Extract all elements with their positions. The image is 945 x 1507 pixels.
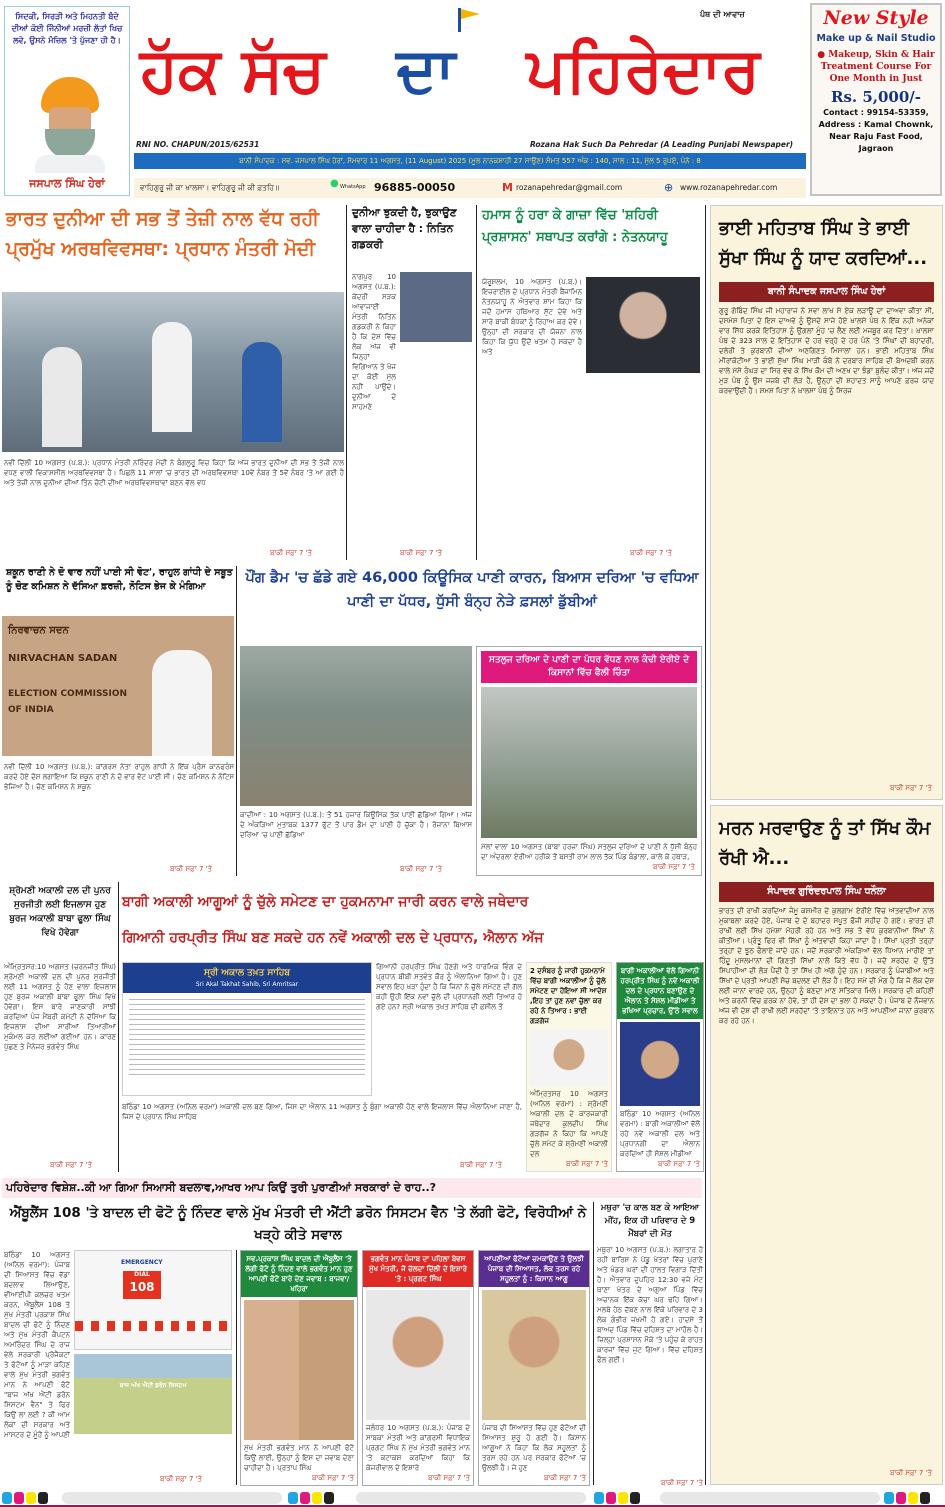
headline-social-media[interactable]: ਬਾਗੀ ਅਕਾਲੀਆਂ ਵੱਲੋਂ ਗਿਆਨੀ ਹਰਪ੍ਰੀਤ ਸਿੰਘ ਨੂੰ ਨਵੇਂ ਅਕਾਲੀ ਦਲ ਦੇ ਪ੍ਰਧਾਨ ਬਣਾਉਣ ਦੇ ਐਲਾਨ ਤੇ ਸੋਸ਼ਲ ਮੀਡੀਆ ਤੇ ਭਖਿਆ ਪ੍ਰਚਾਰ, ਉੱਠੇ ਸਵਾਲ	[617, 963, 703, 1019]
headline-ambulance[interactable]: ਐਂਬੂਲੈਂਸ 108 'ਤੇ ਬਾਦਲ ਦੀ ਫੋਟੋ ਨੂੰ ਨਿੰਦਣ ਵਾਲੇ ਮੁੱਖ ਮੰਤਰੀ ਦੀ ਐਂਟੀ ਡਰੋਨ ਸਿਸਟਮ ਵੈਨ 'ਤੇ ਲੱਗੀ ਫੋਟੋ, ਵਿਰੋਧੀਆਂ ਨੇ ਖੜ੍ਹੇ ਕੀਤੇ ਸਵਾਲ	[9, 1205, 587, 1243]
story-gadkari-body: ਨਾਗਪੁਰ 10 ਅਗਸਤ (ਪ.ਬ.): ਕੇਂਦਰੀ ਸੜਕ ਆਵਾਜਾਈ ਮੰਤਰੀ ਨਿਤਿਨ ਗਡਕਰੀ ਨੇ ਕਿਹਾ ਹੈ ਕਿ ਦੇਸ਼ ਵਿੱਚ ਲੋਕ ਅੱਜ ਵੀ ਜਿਨ੍ਹਾਂ ਵਿਗਿਆਨ ਤੇ ਖੋਜ ਦਾ ਕੋਈ ਮੁੱਲ ਨਹੀਂ ਪਾਉਂਦੇ। ਦੁਨੀਆ ਦੇ ਸਾਹਮਣੇ	[352, 273, 396, 411]
photo-modi-metro	[2, 292, 344, 452]
headline-bajwa[interactable]: ਸਵ.ਪ੍ਰਕਾਸ਼ ਸਿੰਘ ਬਾਦਲ ਦੀ ਐਂਬੂਲੈਂਸ 'ਤੇ ਲੱਗੀ ਫੋਟੋ ਨੂੰ ਨਿੰਦਣ ਵਾਲੇ ਭਗਵੰਤ ਮਾਨ ਹੁਣ ਆਪਣੀ ਫੋਟੋ ਬਾਰੇ ਦੇਣ ਜਵਾਬ : ਬਾਜਵਾ/ਖਹਿਰਾ	[241, 1251, 357, 1297]
founder-quote: ਸਿਦਕੀ, ਸਿਰੜੀ ਅਤੇ ਮਿਹਨਤੀ ਬੰਦੇ ਦੀਆਂ ਕੋਈ ਜਿੰਨੀਆਂ ਮਰਜ਼ੀ ਲੱਤਾਂ ਖਿਚ ਲਵੇ, ਉਸਨੇ ਮੰਜ਼ਿਲ 'ਤੇ ਪੁੱਜਣਾ ਹੀ ਹੈ।	[11, 12, 123, 45]
promo-green-box	[240, 1250, 358, 1486]
footer-bar	[62, 1492, 282, 1504]
tagline: ਪੰਥ ਦੀ ਆਵਾਜ਼	[700, 10, 745, 19]
ambulance-dial: DIAL	[134, 1271, 150, 1278]
doc-title: ਸ੍ਰੀ ਅਕਾਲ ਤਖ਼ਤ ਸਾਹਿਬ	[123, 963, 371, 981]
continued-link[interactable]: ਬਾਕੀ ਸਫ਼ਾ 7 'ਤੇ	[311, 1474, 354, 1482]
ad-course: ● Makeup, Skin & Hair Treatment Course For One Month in Just	[817, 50, 935, 84]
continued-link[interactable]: ਬਾਕੀ ਸਫ਼ਾ 7 'ਤੇ	[657, 1160, 700, 1168]
continued-link[interactable]: ਬਾਕੀ ਸਫ਼ਾ 7 'ਤੇ	[565, 1160, 608, 1168]
photo-anti-drone-van	[74, 1354, 232, 1434]
color-registration-marks	[594, 1492, 640, 1504]
masthead-part-2: ਦਾ	[396, 33, 456, 106]
headline-modi[interactable]: ਭਾਰਤ ਦੁਨੀਆ ਦੀ ਸਭ ਤੋਂ ਤੇਜ਼ੀ ਨਾਲ ਵੱਧ ਰਹੀ ਪ੍ਰਮੁੱਖ ਅਰਥਵਿਵਸਥਾ: ਪ੍ਰਧਾਨ ਮੰਤਰੀ ਮੋਦੀ	[6, 208, 319, 260]
whatsapp-label: WhatsApp	[340, 184, 366, 190]
continued-link[interactable]: ਬਾਕੀ ਸਫ਼ਾ 7 'ਤੇ	[170, 865, 213, 873]
continued-link[interactable]: ਬਾਕੀ ਸਫ਼ਾ 7 'ਤੇ	[543, 1474, 586, 1482]
doc-subtitle: Sri Akal Takhat Sahib, Sri Amritsar	[123, 981, 371, 993]
story-mehtab-body: ਗੁਰੂ ਗੋਬਿੰਦ ਸਿੰਘ ਜੀ ਮਹਾਰਾਜ ਨੇ ਸਵਾ ਲਾਖ ਸੇ ਏਕ ਲੜਾਊਂ ਦਾ ਦਾਅਵਾ ਕੀਤਾ ਸੀ, ਦਸਮੇਸ਼ ਪਿਤਾ ਦੇ ਇਸ ਦਾਅਵੇ ਨੂੰ ਉਸਦੇ ਸਾਜੇ ਹੋਏ ਖ਼ਾਲਸੇ ਪੰਥ ਨੇ ਇੱਕ ਨਹੀਂ ਅਨੇਕਾਂ ਵਾਰ ਸਿੱਧ ਕਰਕੇ ਇਤਿਹਾਸ ਨੂੰ ਉਂਗਲਾਂ ਮੂੰਹ 'ਚ ਲੈਣ ਲਈ ਮਜਬੂਰ ਕਰ ਦਿੱਤਾ। ਖ਼ਾਲਸਾ ਪੰਥ ਦੇ 323 ਸਾਲ ਦੇ ਇਤਿਹਾਸ ਦੇ ਹਰ ਵਰ੍ਹੇ ਦੇ ਹਰ ਪੰਨੇ 'ਤੇ ਸਿੰਘਾਂ ਦੀ ਬਹਾਦਰੀ, ਦਲੇਰੀ ਤੇ ਕੁਰਬਾਨੀ ਦੀਆਂ ਅਣਗਿਣਤ ਮਿਸਾਲਾਂ ਹਨ। ਭਾਈ ਮਹਿਤਾਬ ਸਿੰਘ ਮੀਰਾਂਕੋਟੀਆ ਤੇ ਭਾਈ ਸੁੱਖਾ ਸਿੰਘ ਮਾੜੀ ਕੰਬੋ ਨੇ ਦਰਬਾਰ ਸਾਹਿਬ ਦੀ ਬੇਅਦਬੀ ਕਰਨ ਵਾਲੇ ਮੱਸੇ ਰੰਘੜ ਦਾ ਸਿਰ ਵੱਢ ਕੇ ਸਿੱਖ ਕੌਮ ਦੀ ਅਣਖ ਦਾ ਝੰਡਾ ਬੁਲੰਦ ਕੀਤਾ। ਅੱਜ ਜਦੋਂ ਮੁੜ ਪੰਥ ਨੂੰ ਉਸ ਜਜ਼ਬੇ ਦੀ ਲੋੜ ਹੈ, ਉਨ੍ਹਾਂ ਦੀ ਸ਼ਹਾਦਤ ਸਾਨੂੰ ਆਪਣੇ ਫ਼ਰਜ਼ ਯਾਦ ਕਰਵਾਉਂਦੀ ਹੈ। ਸ਼ਮਸ਼ ਪਿਤਾ ਨੇ ਖ਼ਾਲਸਾ ਪੰਥ ਨੂੰ ਸਿਰਜ	[719, 307, 934, 395]
phone-number[interactable]: 96885-00050	[374, 181, 456, 194]
ad-address-2: Near Raju Fast Food, Jagraon	[829, 132, 923, 153]
story-jathedar-body: ਗਿਆਨੀ ਹਰਪ੍ਰੀਤ ਸਿੰਘ ਹੋਣਗੇ ਅਤੇ ਧਾਰਮਿਕ ਵਿੰਗ ਦੇ ਪ੍ਰਧਾਨ ਬੀਬੀ ਸਤਵੰਤ ਕੌਰ ਨੂੰ ਐਲਾਨਿਆ ਗਿਆ ਹੈ। ਹੁਣ ਸਵਾਲ ਇਹ ਖੜਾ ਹੁੰਦਾ ਹੈ ਕਿ ਜਿਨਾਂ ਨੇ ਚੁੱਲੇ ਸਮੇਟਣ ਦੀ ਗੱਲ ਕਹੀ ਉਹੀ ਇੱਕ ਨਵਾਂ ਚੁੱਲੇ ਦੀ ਪ੍ਰਧਾਨਗੀ ਲਈ ਤਿਆਰ ਹੋ ਗਏ ਹਨ? ਸ੍ਰੀ ਅਕਾਲ ਤਖਤ ਸਾਹਿਬ ਦੀ ਫ਼ਸੀਲ ਤੋਂ	[376, 963, 522, 1011]
photo-bajwa-khaira	[244, 1300, 354, 1440]
ad-course-text: Makeup, Skin & Hair Treatment Course For One Month in Just	[820, 50, 935, 84]
masthead-part-3: ਪਹਿਰੇਦਾਰ	[526, 33, 760, 106]
byline-founder: ਬਾਨੀ ਸੰਪਾਦਕ ਜਸਪਾਲ ਸਿੰਘ ਹੇਰਾਂ	[719, 282, 934, 302]
story-kisan-body: ਪੰਜਾਬ ਦੀ ਸਿਆਸਤ ਵਿੱਚ ਹੁਣ ਫੋਟੋਆਂ ਦੀ ਸਿਆਸਤ ਸ਼ੁਰੂ ਹੋ ਗਈ ਹੈ। ਕਿਸਾਨ ਆਗੂਆਂ ਨੇ ਕਿਹਾ ਕਿ ਲੋਕ ਸਹੂਲਤਾਂ ਨੂੰ ਤਰਸ ਰਹੇ ਹਨ ਪਰ ਸਰਕਾਰ ਫੋਟੋਆਂ 'ਚ ਉਲਝੀ ਹੈ। ਜੇ ਹੁਣ	[482, 1424, 586, 1472]
photo-gargajj	[530, 1029, 608, 1086]
sign-punjabi: ਨਿਰਵਾਚਨ ਸਦਨ	[8, 625, 69, 636]
website-link[interactable]: www.rozanapehredar.com	[680, 183, 778, 192]
ad-address: Address : Kamal Chownk,	[818, 120, 934, 129]
headline-satluj[interactable]: ਸਤਲੁਜ ਦਰਿਆ ਦੇ ਪਾਣੀ ਦਾ ਪੱਧਰ ਵੱਧਣ ਨਾਲ ਕੰਢੀ ਏਰੀਏ ਦੇ ਕਿਸਾਨਾਂ ਵਿੱਚ ਫੈਲੀ ਚਿੰਤਾ	[481, 651, 697, 683]
founder-quote-box	[4, 6, 130, 196]
ambulance-number: 108	[129, 1280, 155, 1294]
story-social-media-body: ਬਠਿੰਡਾ 10 ਅਗਸਤ (ਅਨਿਲ ਵਰਮਾ) : ਬਾਗੀ ਅਕਾਲੀਆਂ ਵੱਲੋਂ ਰਹੇ ਨਵੇਂ ਅਕਾਲੀ ਦਲ ਅਤੇ ਪ੍ਰਧਾਨਗੀ ਦਾ ਐਲਾਨ ਕਰਦਿਆਂ ਹੀ ਸੋਸ਼ਲ ਮੀਡੀਆ	[620, 1110, 700, 1158]
founder-portrait	[35, 77, 105, 172]
color-registration-marks	[2, 1492, 48, 1504]
headline-gargajj[interactable]: 2 ਦਸੰਬਰ ਨੂੰ ਜਾਰੀ ਹੁਕਮਨਾਮੇ ਵਿੱਚ ਬਾਗੀ ਅਕਾਲੀਆਂ ਨੂੰ ਚੁੱਲੇ ਸਮੇਟਣ ਦਾ ਹੋਇਆ ਸੀ ਆਦੇਸ਼ ,ਇਹ ਤਾਂ ਹੁਣ ਨਵਾਂ ਚੁੱਲਾ ਕਰ ਰਹੇ ਨੇ ਤਿਆਰ : ਭਾਈ ਗੜਗੱਜ	[530, 967, 607, 1025]
globe-icon: ⊕	[664, 181, 674, 194]
continued-link[interactable]: ਬਾਕੀ ਸਫ਼ਾ 7 'ਤੇ	[460, 1161, 503, 1169]
email-link[interactable]: rozanapehredar@gmail.com	[516, 183, 623, 192]
continued-link[interactable]: ਬਾਕੀ ਸਫ਼ਾ 7 'ਤੇ	[400, 549, 443, 557]
headline-pargat[interactable]: ਭਗਵੰਤ ਮਾਨ ਪੰਜਾਬ ਦਾ ਪਹਿਲਾ ਬੇਵਸ ਮੁੱਖ ਮੰਤਰੀ, ਜੋ ਚੱਲਦਾ ਦਿੱਲੀ ਦੇ ਇਸ਼ਾਰੇ 'ਤੇ : ਪ੍ਰਗਟ ਸਿੰਘ	[363, 1251, 473, 1287]
continued-link[interactable]: ਬਾਕੀ ਸਫ਼ਾ 7 'ਤੇ	[427, 1474, 470, 1482]
story-pargat-body: ਜਲੰਧਰ 10 ਅਗਸਤ (ਪ.ਬ.): ਪੰਜਾਬ ਦੇ ਸਾਬਕਾ ਮੰਤਰੀ ਅਤੇ ਕਾਂਗਰਸੀ ਵਿਧਾਇਕ ਪ੍ਰਗਟ ਸਿੰਘ ਨੇ ਮੁੱਖ ਮੰਤਰੀ ਭਗਵੰਤ ਮਾਨ 'ਤੇ ਕਟਾਕਸ਼ ਕਰਦਿਆਂ ਕਿਹਾ ਕਿ ਕੇਜਰੀਵਾਲ ਦੇ ਇਸ਼ਾਰੇ	[366, 1424, 470, 1472]
photo-pargat-singh	[366, 1290, 470, 1420]
headline-mathura[interactable]: ਮਥੁਰਾ 'ਚ ਕਾਲ ਬਣ ਕੇ ਆਇਆ ਮੀਂਹ, ਇਕ ਹੀ ਪਰਿਵਾਰ ਦੇ 9 ਮੈਂਬਰਾਂ ਦੀ ਮੌਤ	[600, 1203, 700, 1239]
continued-link[interactable]: ਬਾਕੀ ਸਫ਼ਾ 7 'ਤੇ	[160, 1475, 203, 1483]
byline-editor: ਸੰਪਾਦਕ ਗੁਰਿੰਦਰਪਾਲ ਸਿੰਘ ਧਨੌਲਾ	[719, 882, 934, 902]
editorial-mehtab-box	[710, 205, 943, 800]
story-netanyahu-body: ਯੇਰੂਸ਼ਲਮ, 10 ਅਗਸਤ (ਪ.ਬ.)। ਇਜ਼ਰਾਈਲ ਦੇ ਪ੍ਰਧਾਨ ਮੰਤਰੀ ਬੈਂਜਾਮਿਨ ਨੇਤਨਯਾਹੂ ਨੇ ਐਤਵਾਰ ਸ਼ਾਮ ਕਿਹਾ ਕਿ ਜਦੋਂ ਹਮਾਸ ਹਥਿਆਰ ਸੁੱਟ ਦੇਵੇ ਅਤੇ ਸਾਰੇ ਬਾਕੀ ਬੰਧਕਾਂ ਨੂੰ ਰਿਹਾਅ ਕਰ ਦੇਵੇ। ਉਨ੍ਹਾਂ ਦੀ ਸਰਕਾਰ ਦੀ ਯੋਜਨਾ ਨਾਲ ਕਿਹਾ ਕਿ ਯੁੱਧ ਉਦੋਂ ਖਤਮ ਹੋ ਸਕਦਾ ਹੈ ਅਤੇ	[482, 278, 582, 356]
ad-contact: Contact : 99154-53359,	[823, 108, 929, 117]
ad-subtitle: Make up & Nail Studio	[816, 33, 936, 44]
photo-harpreet-singh	[620, 1022, 700, 1106]
story-modi-body: ਨਵੀਂ ਦਿੱਲੀ 10 ਅਗਸਤ (ਪ.ਬ.): ਪ੍ਰਧਾਨ ਮੰਤਰੀ ਨਰਿੰਦਰ ਮੋਦੀ ਨੇ ਬੰਗਲੁਰੂ ਵਿਚ ਕਿਹਾ ਕਿ ਅੱਜ ਭਾਰਤ ਦੁਨੀਆ ਦੀ ਸਭ ਤੋਂ ਤੇਜ਼ੀ ਨਾਲ ਵਧਣ ਵਾਲੀ ਵਿਕਾਸਸ਼ੀਲ ਅਰਥਵਿਵਸਥਾ ਹੈ। ਪਿਛਲੇ 11 ਸਾਲਾਂ 'ਚ ਭਾਰਤ ਦੀ ਅਰਥਵਿਵਸਥਾ 10ਵੇਂ ਨੰਬਰ ਤੋਂ 5ਵੇਂ ਨੰਬਰ 'ਤੇ ਆ ਗਈ ਹੈ ਅਤੇ ਤੇਜ਼ੀ ਨਾਲ ਦੁਨੀਆ ਦੀਆਂ ਤਿੰਨ ਚੋਟੀ ਦੀਆਂ ਅਰਥਵਿਵਸਥਾਵਾਂ ਬਣਨ ਵੱਲ ਵਧ	[4, 459, 344, 487]
color-registration-marks	[884, 1492, 930, 1504]
advertisement-new-style[interactable]	[810, 3, 942, 196]
rni-number: RNI NO. CHAPUN/2015/62531	[136, 140, 260, 149]
photo-ambulance-108	[74, 1250, 232, 1350]
story-gargajj-body: ਅੰਮ੍ਰਿਤਸਰ 10 ਅਗਸਤ (ਅਨਿਲ ਵਰਮਾ) : ਸ਼੍ਰੋਮਣੀ ਅਕਾਲੀ ਦਲ ਦੇ ਕਾਰਜਕਾਰੀ ਜਥੇਦਾਰ ਕੁਲਦੀਪ ਸਿੰਘ ਗੜਗੱਜ ਨੇ ਕਿਹਾ ਕਿ ਆਪਣੇ ਚੁੱਲੇ ਸਮੇਟ ਕੇ ਸ਼੍ਰੋਮਣੀ ਅਕਾਲੀ ਦਲ	[530, 1090, 608, 1158]
continued-link[interactable]: ਬਾਕੀ ਸਫ਼ਾ 7 'ਤੇ	[889, 1469, 932, 1477]
ad-brand: New Style	[823, 7, 929, 29]
ambulance-dial-badge	[123, 1271, 161, 1299]
headline-ijlas[interactable]: ਸ਼੍ਰੋਮਣੀ ਅਕਾਲੀ ਦਲ ਦੀ ਪੁਨਰ ਸੁਰਜੀਤੀ ਲਈ ਇਜਲਾਸ ਹੁਣ ਬੁਰਜ ਅਕਾਲੀ ਬਾਬਾ ਫੂਲਾ ਸਿੰਘ ਵਿਖੇ ਹੋਵੇਗਾ	[9, 886, 111, 938]
continued-link[interactable]: ਬਾਕੀ ਸਫ਼ਾ 7 'ਤੇ	[889, 784, 932, 792]
story-mathura-body: ਮਥੁਰਾ 10 ਅਗਸਤ (ਪ.ਬ.): ਲਗਾਤਾਰ ਹੋ ਰਹੀ ਬਾਰਿਸ਼ ਨੇ ਪੇਂਡੂ ਖੇਤਰਾਂ ਵਿੱਚ ਪੁਰਾਣੇ ਅਤੇ ਖੰਡਰ ਘਰਾਂ ਦੀ ਹਾਲਤ ਵਿਗਾੜ ਦਿੱਤੀ ਹੈ। ਐਤਵਾਰ ਦੁਪਹਿਰ 12:30 ਵਜੇ ਮੰਟ ਥਾਣਾ ਖੇਤਰ ਦੇ ਅਗੁਆ ਪਿੰਡ ਵਿੱਚ ਅਚਾਨਕ ਇੱਕ ਕੱਚਾ ਘਰ ਢਹਿ ਗਿਆ। ਮਲਬੇ ਹੇਠ ਦੱਬਣ ਨਾਲ ਇੱਕੋ ਪਰਿਵਾਰ ਦੇ 3 ਲੋਕ ਗੰਭੀਰ ਜ਼ਖਮੀ ਹੋ ਗਏ। ਹਾਦਸੇ ਤੋਂ ਬਾਅਦ ਪਿੰਡ ਵਿੱਚ ਦਹਿਸ਼ਤ ਦਾ ਮਾਹੌਲ ਹੈ। ਜ਼ਿਲ੍ਹਾ ਪ੍ਰਸ਼ਾਸਨ ਮੌਕੇ 'ਤੇ ਪਹੁੰਚ ਕੇ ਰਾਹਤ ਕਾਰਜਾਂ ਵਿੱਚ ਜੁਟ ਗਿਆ। ਵਿੱਚ ਦਹਿਸ਼ਤ ਫੈਲ ਗਈ।	[597, 1246, 703, 1364]
ad-price: Rs. 5,000/-	[830, 88, 922, 106]
continued-link[interactable]: ਬਾਕੀ ਸਫ਼ਾ 7 'ਤੇ	[660, 1479, 703, 1487]
story-bajwa-body: ਮੁੱਖ ਮੰਤਰੀ ਭਗਵੰਤ ਮਾਨ ਨੇ ਆਪਣੀ ਫੋਟੋ ਕਿਉਂ ਲਾਈ, ਉਨ੍ਹਾਂ ਨੂੰ ਇਸ ਦਾ ਜਵਾਬ ਦੇਣਾ ਚਾਹੀਦਾ ਹੈ। ਪ੍ਰਤਾਪ ਸਿੰਘ	[244, 1444, 354, 1472]
headline-netanyahu[interactable]: ਹਮਾਸ ਨੂੰ ਹਰਾ ਕੇ ਗਾਜ਼ਾ ਵਿੱਚ 'ਸ਼ਹਿਰੀ ਪ੍ਰਸ਼ਾਸਨ' ਸਥਾਪਤ ਕਰਾਂਗੇ : ਨੇਤਨਯਾਹੂ	[482, 208, 668, 245]
photo-netanyahu	[586, 277, 700, 373]
headline-jathedar-line-2: ਗਿਆਨੀ ਹਰਪ੍ਰੀਤ ਸਿੰਘ ਬਣ ਸਕਦੇ ਹਨ ਨਵੇਂ ਅਕਾਲੀ ਦਲ ਦੇ ਪ੍ਰਧਾਨ, ਐਲਾਨ ਅੱਜ	[122, 930, 544, 946]
gargajj-story-box	[526, 962, 612, 1172]
green-story-box	[616, 962, 704, 1172]
satluj-story-box	[476, 646, 702, 876]
color-registration-marks	[288, 1492, 334, 1504]
greeting: ਵਾਹਿਗੁਰੂ ਜੀ ਕਾ ਖਾਲਸਾ। ਵਾਹਿਗੁਰੂ ਜੀ ਕੀ ਫ਼ਤਹਿ॥	[140, 183, 280, 192]
footer-bar	[356, 1492, 586, 1504]
story-dam-body: ਕਾਦੀਆਂ : 10 ਅਗਸਤ (ਪ.ਬ.): ਤੋਂ 51 ਹਜ਼ਾਰ ਕਿਊਸਿਕ ਤੱਕ ਪਾਣੀ ਛੱਡਿਆ ਗਿਆ। ਅੱਜ ਦੇ ਅੰਕੜਿਆਂ ਮੁਤਾਬਕ 1377 ਫੁੱਟ ਤੋਂ ਪਾਰ ਡੈਮ ਦਾ ਪਾਣੀ ਹੋ ਚੁੱਕਾ ਹੈ। ਰੋਜ਼ਾਨਾ ਬਿਆਸ ਦਰਿਆ 'ਚ ਪਾਣੀ ਛੱਡਿਆ	[240, 811, 472, 839]
headline-kisan[interactable]: ਆਪਣੀਆਂ ਫੋਟੋਆਂ ਚਮਕਾਉਣ ਤੇ ਉਲਝੀ ਪੰਜਾਬ ਦੀ ਸਿਆਸਤ, ਲੋਕ ਤਰਸ ਰਹੇ ਸਹੂਲਤਾਂ ਨੂੰ : ਕਿਸਾਨ ਆਗੂ	[479, 1251, 589, 1287]
dateline-bar: ਬਾਨੀ ਸੰਪਾਦਕ : ਸਵ. ਜਸਪਾਲ ਸਿੰਘ ਹੇਰਾਂ, ਸੋਮਵਾਰ 11 ਅਗਸਤ, (11 August) 2025 (ਮੂਲ ਨਾਨਕਸ਼ਾਹੀ 27 ਸਾਉਣ) ਸੰਮਤ 557 ਅੰਕ : 140, ਸਾਲ : 11, ਮੁੱਲ 5 ਰੁਪਏ, ਪੰਨੇ : 8	[134, 153, 806, 169]
masthead-part-1: ਹੱਕ ਸੱਚ	[140, 33, 326, 106]
story-jathedar-body-2: ਬਠਿੰਡਾ 10 ਅਗਸਤ (ਅਨਿਲ ਵਰਮਾ) ਅਕਾਲੀ ਦਲ ਬਣ ਗਿਆ, ਜਿਸ ਦਾ ਐਲਾਨ 11 ਅਗਸਤ ਨੂੰ ਬੁੰਗਾ ਅਕਾਲੀ ਹੋਣ ਵਾਲੇ ਇਜਲਾਸ ਵਿੱਚ ਐਲਾਨਿਆ ਜਾਣਾ ਹੈ, ਜਿਸ ਦੇ ਪ੍ਰਧਾਨ ਸਿੰਘ ਸਾਹਿਬ	[122, 1103, 522, 1121]
headline-gadkari[interactable]: ਦੁਨੀਆ ਝੁਕਦੀ ਹੈ, ਝੁਕਾਉਣ ਵਾਲਾ ਚਾਹੀਦਾ ਹੈ : ਨਿਤਿਨ ਗਡਕਰੀ	[352, 207, 457, 251]
photo-hukamnama	[122, 962, 372, 1096]
special-strap[interactable]: ਪਹਿਰੇਦਾਰ ਵਿਸ਼ੇਸ਼..ਕੀ ਆ ਗਿਆ ਸਿਆਸੀ ਬਦਲਾਵ,ਆਖਰ ਆਪ ਕਿਉਂ ਤੁਰੀ ਪੁਰਾਣੀਆਂ ਸਰਕਾਰਾਂ ਦੇ ਰਾਹ..?	[6, 1181, 437, 1194]
newspaper-subtitle: Rozana Hak Such Da Pehredar (A Leading Punjabi Newspaper)	[530, 140, 794, 149]
sign-nirvachan: NIRVACHAN SADAN	[8, 653, 118, 664]
headline-jathedar[interactable]	[122, 884, 704, 956]
contact-bar	[134, 178, 806, 198]
continued-link[interactable]: ਬਾਕੀ ਸਫ਼ਾ 7 'ਤੇ	[630, 549, 673, 557]
special-strap-bar	[2, 1178, 702, 1198]
editorial-maran-box	[710, 805, 943, 1485]
photo-satluj-flood	[481, 687, 697, 838]
continued-link[interactable]: ਬਾਕੀ ਸਫ਼ਾ 7 'ਤੇ	[50, 1161, 93, 1169]
story-ambulance-body: ਬਠਿੰਡਾ 10 ਅਗਸਤ (ਅਨਿਲ ਵਰਮਾ): ਪੰਜਾਬ ਦੀ ਸਿਆਸਤ ਵਿੱਚ ਵੱਡਾ ਬਦਲਾਵ ਲਿਆਉਣ, ਵੀਆਈਪੀ ਕਲਚਰ ਖਤਮ ਕਰਨ, ਐਂਬੂਲੈਂਸ 108 ਤੇ ਮੁੱਖ ਮੰਤਰੀ ਪ੍ਰਕਾਸ਼ ਸਿੰਘ ਬਾਦਲ ਦੀ ਫੋਟੋ ਨੂੰ ਨਿੰਦਣ ਅਤੇ ਮੁੱਖ ਮੰਤਰੀ ਕੈਪਟਨ ਅਮਰਿੰਦਰ ਸਿੰਘ ਦੇ ਰਾਜ ਵੇਲੇ ਸਰਕਾਰੀ ਪ੍ਰੋਜੈਕਟਾਂ ਤੇ ਫੋਟੋਆਂ ਨੂੰ ਮਾੜਾ ਕਹਿਣ ਵਾਲੇ ਮੁੱਖ ਮੰਤਰੀ ਭਗਵੰਤ ਮਾਨ ਨੇ ਆਪਣੀ ਫੋਟੋ "ਬਾਜ ਅੱਖ ਐਂਟੀ ਡਰੋਨ ਸਿਸਟਮ ਵੈਨ" ਤੇ ਫਿਰ ਕਿਉਂ ਲਾ ਲਈ ? ਕੀ ਆਮ ਲੋਕਾਂ ਦੀ ਸਰਕਾਰ ਅਤੇ ਮਾਸਟਰ ਦੇ ਮੂੰਹੋਂ ਨੂੰ ਆਪਣੀ	[4, 1251, 70, 1439]
headline-jathedar-line-1: ਬਾਗੀ ਅਕਾਲੀ ਆਗੂਆਂ ਨੂੰ ਚੁੱਲੇ ਸਮੇਟਣ ਦਾ ਹੁਕਮਨਾਮਾ ਜਾਰੀ ਕਰਨ ਵਾਲੇ ਜਥੇਦਾਰ	[122, 894, 529, 910]
sign-election-commission: ELECTION COMMISSION OF INDIA	[8, 689, 128, 715]
photo-gadkari	[400, 272, 472, 342]
promo-purple-box	[478, 1250, 590, 1486]
photo-kisan-leader	[482, 1290, 586, 1420]
headline-pong-dam[interactable]: ਪੌਂਗ ਡੈਮ 'ਚ ਛੱਡੇ ਗਏ 46,000 ਕਿਊਸਿਕ ਪਾਣੀ ਕਾਰਨ, ਬਿਆਸ ਦਰਿਆ 'ਚ ਵਧਿਆ ਪਾਣੀ ਦਾ ਪੱਧਰ, ਧੁੱਸੀ ਬੰਨ੍ਹ ਨੇੜੇ ਫ਼ਸਲਾਂ ਡੁੱਬੀਆਂ	[245, 570, 699, 610]
headline-mehtab[interactable]: ਭਾਈ ਮਹਿਤਾਬ ਸਿੰਘ ਤੇ ਭਾਈ ਸੁੱਖਾ ਸਿੰਘ ਨੂੰ ਯਾਦ ਕਰਦਿਆਂ...	[719, 218, 928, 269]
headline-maran[interactable]: ਮਰਨ ਮਰਵਾਉਣ ਨੂੰ ਤਾਂ ਸਿੱਖ ਕੌਮ ਰੱਖੀ ਐ...	[719, 818, 931, 869]
continued-link[interactable]: ਬਾਕੀ ਸਫ਼ਾ 7 'ਤੇ	[400, 865, 443, 873]
story-rahul-body: ਨਵੀਂ ਦਿੱਲੀ 10 ਅਗਸਤ (ਪ.ਬ.): ਕਾਂਗਰਸ ਨੇਤਾ ਰਾਹੁਲ ਗਾਂਧੀ ਨੇ ਇੱਕ ਪ੍ਰੈਸ ਕਾਨਫਰੰਸ ਕਰਦੇ ਹੋਏ ਦੋਸ਼ ਲਗਾਇਆ ਕਿ ਸ਼ਕੂਨ ਰਾਣੀ ਨੇ ਦੋ ਵਾਰ ਵੋਟ ਪਾਈ ਸੀ। ਚੋਣ ਕਮਿਸ਼ਨ ਨੇ ਨੋਟਿਸ ਭੇਜਿਆ ਹੈ। ਚੋਣ ਕਮਿਸ਼ਨ ਨੇ ਸ਼ਕੂਨ	[4, 763, 234, 791]
story-ijlas-body: ਅੰਮ੍ਰਿਤਸਰ:10 ਅਗਸਤ (ਚਰਨਜੀਤ ਸਿੰਘ) ਸ਼੍ਰੋਮਣੀ ਅਕਾਲੀ ਦਲ ਦੀ ਪੁਨਰ ਸੁਰਜੀਤੀ ਲਈ 11 ਅਗਸਤ ਨੂੰ ਹੋਣ ਵਾਲਾ ਇਜਲਾਸ ਹੁਣ ਬੁਰਜ ਅਕਾਲੀ ਬਾਬਾ ਫੂਲਾ ਸਿੰਘ ਵਿਖੇ ਹੋਵੇਗਾ। ਇਸ ਬਾਰੇ ਜਾਣਕਾਰੀ ਸਾਂਝੀ ਕਰਦਿਆਂ ਪੰਜ ਮੈਂਬਰੀ ਕਮੇਟੀ ਨੇ ਦੱਸਿਆ ਕਿ ਇਜਲਾਸ ਦੀਆਂ ਸਾਰੀਆਂ ਤਿਆਰੀਆਂ ਮੁਕੰਮਲ ਕਰ ਲਈਆਂ ਗਈਆਂ ਹਨ। ਕਾਰਣ ਪੁੱਛਣ ਤੇ ਮੈਨੇਜਰ ਭਗਵੰਤ ਸਿੰਘ	[4, 963, 116, 1051]
van-label: ਬਾਜ ਅੱਖ ਐਂਟੀ ਡਰੋਨ ਸਿਸਟਮ	[119, 1382, 187, 1389]
story-maran-body: ਭਾਰਤ ਦੀ ਰਾਖੀ ਕਰਦਿਆਂ ਜੰਮੂ ਕਸ਼ਮੀਰ ਦੇ ਕੁਲਗਾਮ ਏਰੀਏ ਵਿੱਚ ਅੱਤਵਾਦੀਆਂ ਨਾਲ ਮੁਕਾਬਲਾ ਕਰਦੇ ਹੋਏ, ਪੰਜਾਬ ਦੇ ਦੋ ਬਹਾਦਰ ਸਪੂਤ ਫੌਜੀ ਸ਼ਹੀਦ ਹੋ ਗਏ। ਭਾਰਤ ਦੀ ਰਾਖੀ ਲਈ ਸਿੱਖ ਹਮੇਸ਼ਾ ਮੋਹਰੀ ਰਹੇ ਹਨ ਅਤੇ ਸਭ ਤੋਂ ਵੱਧ ਕੁਰਬਾਨੀਆਂ ਸਿੱਖਾਂ ਨੇ ਕੀਤੀਆਂ। ਪ੍ਰੰਤੂ ਫਿਰ ਵੀ ਸਿੱਖਾਂ ਨੂੰ ਅੱਤਵਾਦੀ ਕਿਹਾ ਜਾਂਦਾ ਹੈ। ਸਿੱਖਾਂ ਪ੍ਰਤੀ ਤਰ੍ਹਾਂ ਤਰ੍ਹਾਂ ਦੇ ਝੂਠ ਫੈਲਾਏ ਜਾਂਦੇ ਹਨ। ਜਦੋਂ ਸਰਕਾਰੀ ਅੰਕੜਿਆਂ ਵੱਲ ਧਿਆਨ ਮਾਰੀਏ ਤਾਂ ਹਿੰਦੂ ਮੁਸਲਮਾਨਾਂ ਦੀ ਗਿਣਤੀ ਸਿੱਖਾਂ ਨਾਲੋਂ ਕਿਤੇ ਵੱਧ ਹੈ। ਜਦੋਂ ਸਰਹੱਦ ਦੇ ਉੱਤੇ ਸਿਪਾਹੀਆਂ ਦੀ ਲੋੜ ਪੈਂਦੀ ਹੈ ਤਾਂ ਸਿੱਖ ਹੀ ਅੱਗੇ ਹੁੰਦੇ ਹਨ। ਸਰਕਾਰ ਨੂੰ ਪੰਜਾਬੀਆਂ ਅਤੇ ਸਿੱਖਾਂ ਦੇ ਪ੍ਰਤੀ ਆਪਣੀ ਸੋਚ ਬਦਲਣ ਦੀ ਲੋੜ ਹੈ। ਇਹ ਸਮੇਂ ਦੀ ਮੰਗ ਹੈ ਕਿ ਜੋ ਲੋਕ ਦੇਸ਼ ਲਈ ਜਾਨਾਂ ਵਾਰਦੇ ਹਨ, ਉਨ੍ਹਾਂ ਨੂੰ ਬਣਦਾ ਮਾਣ ਸਤਿਕਾਰ ਮਿਲੇ। ਸਰਕਾਰ ਦੀ ਕਹਿਣੀ ਅਤੇ ਕਰਨੀ ਵਿੱਚ ਫ਼ਰਕ ਨਾ ਹੋਵੇ, ਤਾਂ ਹੀ ਦੇਸ਼ ਦਾ ਭਲਾ ਹੋ ਸਕਦਾ ਹੈ। ਪੰਜਾਬ ਦੇ ਨੌਜਵਾਨ ਅੱਜ ਵੀ ਦੇਸ਼ ਦੀ ਰਾਖੀ ਲਈ ਸਰਹੱਦਾਂ 'ਤੇ ਤਾਇਨਾਤ ਹਨ ਅਤੇ ਆਪਣੀਆਂ ਜਾਨਾਂ ਕੁਰਬਾਨ ਕਰ ਰਹੇ ਹਨ।	[719, 907, 934, 1025]
founder-name: ਜਸਪਾਲ ਸਿੰਘ ਹੇਰਾਂ	[29, 177, 105, 190]
photo-election-commission	[2, 616, 234, 756]
footer-bar	[660, 1492, 880, 1504]
mathura-story	[597, 1202, 703, 1488]
headline-rahul[interactable]: ਸ਼ਕੂਨ ਰਾਣੀ ਨੇ ਦੋ ਵਾਰ ਨਹੀਂ ਪਾਈ ਸੀ ਵੋਟ', ਰਾਹੁਲ ਗਾਂਧੀ ਦੇ ਸਬੂਤ ਨੂੰ ਚੋਣ ਕਮਿਸ਼ਨ ਨੇ ਦੱਸਿਆ ਫ਼ਰਜ਼ੀ, ਨੋਟਿਸ ਭੇਜ ਕੇ ਮੰਗਿਆ	[6, 567, 233, 592]
photo-beas-river	[240, 646, 472, 806]
story-satluj-body: ਮੱਲਾਂ ਵਾਲਾ 10 ਅਗਸਤ (ਬਾਬਾ ਹਰਜ਼ਾ ਸਿੰਘ) ਸਤਲੁਜ ਦਰਿਆ ਦੇ ਪਾਣੀ ਨੇ ਧੁੱਸੀ ਬੰਨ੍ਹ ਦਾ ਅੰਦਰਲਾ ਏਰੀਆ ਹਰੀਕੇ ਤੋਂ ਬਸਤੀ ਰਾਮ ਲਾਲ ਤੱਕ ਪਿੰਡ ਬੰਡਾਲਾ, ਕਾਲੇ ਕੇ ਹਥਾੜ,	[481, 843, 697, 861]
whatsapp-icon: ●	[330, 178, 339, 189]
masthead-logo	[140, 14, 760, 126]
gmail-icon: M	[502, 181, 513, 194]
ambulance-emergency: EMERGENCY	[121, 1259, 163, 1266]
continued-link[interactable]: ਬਾਕੀ ਸਫ਼ਾ 7 'ਤੇ	[652, 863, 695, 871]
continued-link[interactable]: ਬਾਕੀ ਸਫ਼ਾ 7 'ਤੇ	[270, 549, 313, 557]
promo-red-box	[362, 1250, 474, 1486]
